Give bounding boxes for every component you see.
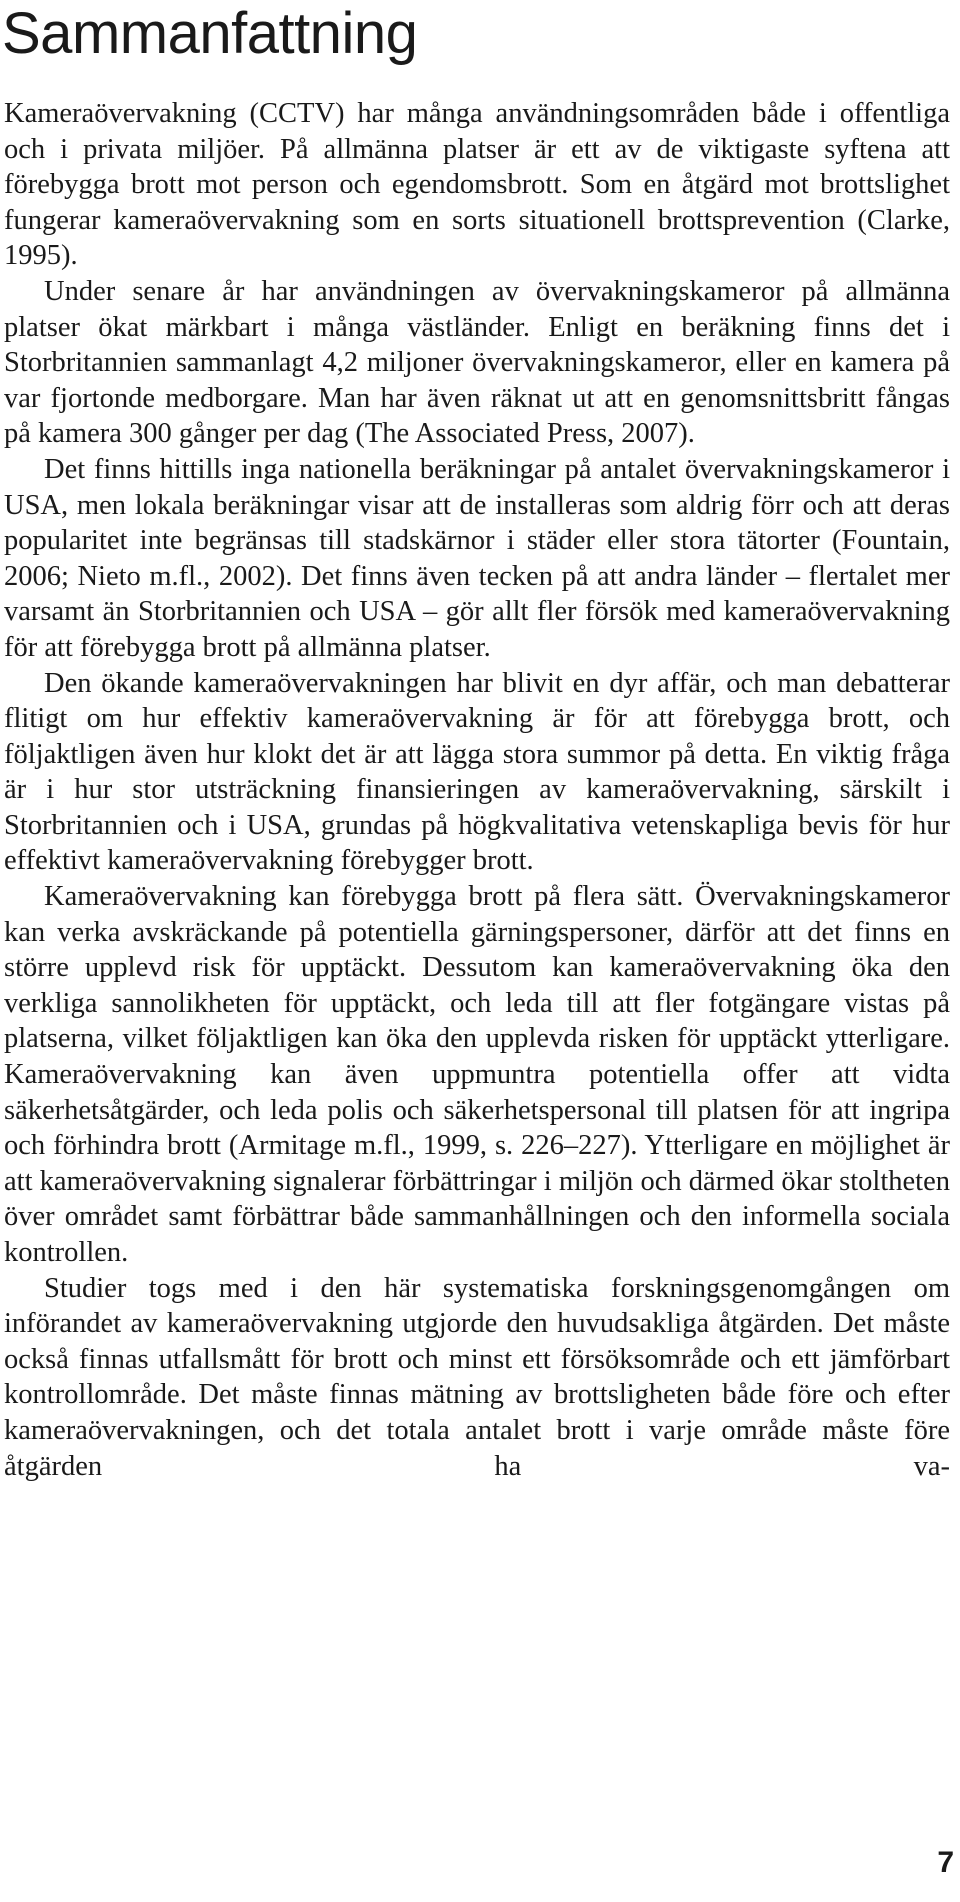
paragraph-1: Kameraövervakning (CCTV) har många användningsområden både i offentliga och i privata miljöer. På allmänna platser är ett av de viktigaste syftena att förebygga brott mot person och egendomsbrott. Som en åtgärd mot brottslighet fungerar kameraövervakning som en sorts situationell brottsprevention (Clarke, 1995). <box>4 98 950 272</box>
page-number: 7 <box>937 1846 954 1879</box>
page-title: Sammanfattning <box>2 1 418 66</box>
paragraph-5: Kameraövervakning kan förebygga brott på flera sätt. Övervakningskameror kan verka avskräckande på potentiella gärningspersoner, därför att det finns en större upplevd risk för upptäckt. Dessutom kan kameraövervakning öka den verkliga sannolikheten för upptäckt, och leda till att fler fotgängare vistas på platserna, vilket följaktligen kan öka den upplevda risken för upptäckt ytterligare. Kameraövervakning kan även uppmuntra potentiella offer att vidta säkerhetsåtgärder, och leda polis och säkerhetspersonal till platsen för att ingripa och förhindra brott (Armitage m.fl., 1999, s. 226–227). Ytterligare en möjlighet är att kameraövervakning signalerar förbättringar i miljön och därmed ökar stoltheten över området samt förbättrar både sammanhållningen och den informella sociala kontrollen. <box>4 881 950 1268</box>
paragraph-2: Under senare år har användningen av övervakningskameror på allmänna platser ökat märkbart i många västländer. Enligt en beräkning finns det i Storbritannien sammanlagt 4,2 miljoner övervakningskameror, eller en kamera på var fjortonde medborgare. Man har även räknat ut att en genomsnittsbritt fångas på kamera 300 gånger per dag (The Associated Press, 2007). <box>4 275 950 450</box>
body-text <box>4 96 950 1484</box>
paragraph-3: Det finns hittills inga nationella beräkningar på antalet övervakningskameror i USA, men lokala beräkningar visar att de installeras som aldrig förr och att deras popularitet inte begränsas till stadskärnor i städer eller stora tätorter (Fountain, 2006; Nieto m.fl., 2002). Det finns även tecken på att andra länder – flertalet mer varsamt än Storbritannien och USA – gör allt fler försök med kameraövervakning för att förebygga brott på allmänna platser. <box>4 453 950 663</box>
paragraph-4: Den ökande kameraövervakningen har blivit en dyr affär, och man debatterar flitigt om hur effektiv kameraövervakning är för att förebygga brott, och följaktligen även hur klokt det är att lägga stora summor på detta. En viktig fråga är i hur stor utsträckning finansieringen av kameraövervakning, särskilt i Storbritannien och i USA, grundas på högkvalitativa vetenskapliga bevis för hur effektivt kameraövervakning förebygger brott. <box>4 667 950 877</box>
paragraph-6: Studier togs med i den här systematiska forskningsgenomgången om införandet av kameraövervakning utgjorde den huvudsakliga åtgärden. Det måste också finnas utfallsmått för brott och minst ett försöksområde och ett jämförbart kontrollområde. Det måste finnas mätning av brottsligheten både före och efter kameraövervakningen, och det totala antalet brott i varje område måste före åtgärden ha va- <box>4 1272 950 1482</box>
